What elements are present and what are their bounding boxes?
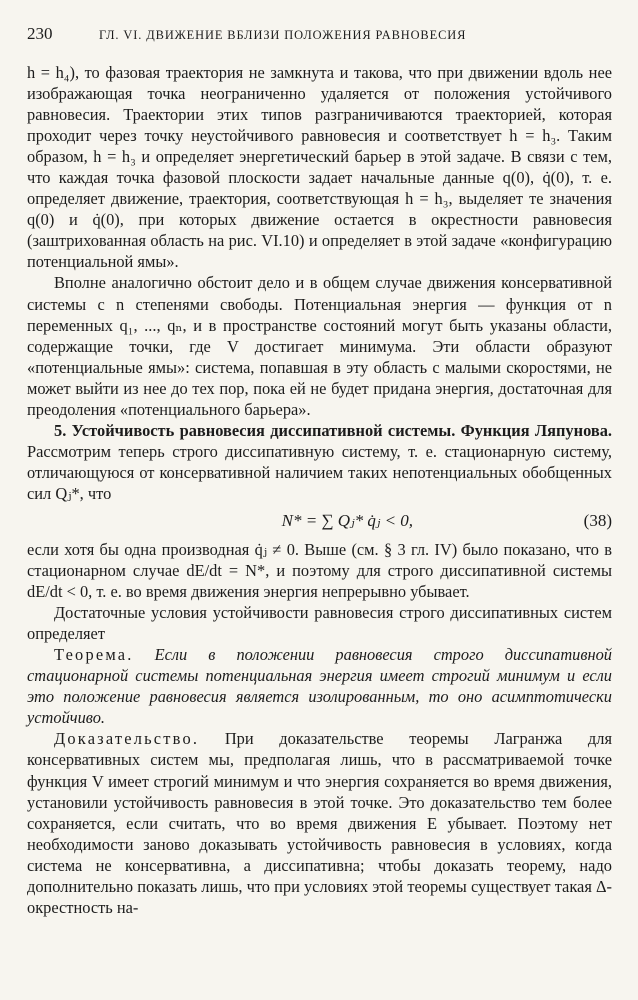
paragraph-phase-trajectory: h = h₄), то фазовая траектория не замкнута и такова, что при движении вдоль нее изображающая точка неограниченно удаляется от положения устойчивого равновесия. Траектории этих типов разграничиваются траекторией, которая проходит через точку неустойчивого равновесия и соответствует h = h₃. Таким образом, h = h₃ и определяет энергетический барьер в этой задаче. В связи с тем, что каждая точка фазовой плоскости задает начальные данные q(0), q̇(0), т. е. определяет движение, траектория, соответствующая h = h₃, выделяет те значения q(0) и q̇(0), при которых движение остается в окрестности равновесия (заштрихованная область на рис. VI.10) и определяет в этой задаче «конфигурацию потенциальной ямы». (27, 63, 612, 272)
page-header (27, 24, 612, 62)
running-head: ГЛ. VI. ДВИЖЕНИЕ ВБЛИЗИ ПОЛОЖЕНИЯ РАВНОВЕСИЯ (99, 28, 467, 42)
theorem-statement: Если в положении равновесия строго диссипативной стационарной системы потенциальная энергия имеет строгий минимум и если это положение равновесия является изолированным, то оно асимптотически устойчиво. (27, 645, 612, 728)
equation-38 (27, 504, 612, 539)
proof-label: Доказательство. (54, 729, 200, 749)
theorem-block (27, 644, 612, 728)
equation-expression: N* = ∑ Qⱼ* q̇ⱼ < 0, (281, 511, 414, 531)
paragraph-lyapunov-section (27, 420, 612, 504)
page-number: 230 (27, 24, 53, 43)
theorem-label: Теорема. (54, 645, 134, 665)
proof-text: При доказательстве теоремы Лагранжа для консервативных систем мы, предполагая лишь, что в рассматриваемой точке функция V имеет строгий минимум и что энергия сохраняется во время движения, установили устойчивость равновесия в этой точке. Это доказательство тем более сохраняется, если считать, что во время движения E убывает. Поэтому нет необходимости заново доказывать устойчивость равновесия в условиях, когда система не консервативна, а диссипативна; чтобы доказать теорему, надо дополнительно показать лишь, что при условиях этой теоремы существует такая Δ-окрестность на- (27, 729, 612, 917)
proof-block (27, 728, 612, 917)
paragraph-energy-decrease: если хотя бы одна производная q̇ⱼ ≠ 0. Выше (см. § 3 гл. IV) было показано, что в стационарном случае dE/dt = N*, и поэтому для строго диссипативной системы dE/dt < 0, т. е. во время движения энергия непрерывно убывает. (27, 539, 612, 602)
section-heading: 5. Устойчивость равновесия диссипативной системы. Функция Ляпунова. (54, 420, 612, 440)
section-intro-text: Рассмотрим теперь строго диссипативную систему, т. е. стационарную систему, отличающуюся от консервативной наличием таких непотенциальных обобщенных сил Qⱼ*, что (27, 441, 612, 503)
equation-number: (38) (583, 511, 612, 531)
paragraph-sufficient-conditions: Достаточные условия устойчивости равновесия строго диссипативных систем определяет (27, 603, 612, 644)
paragraph-potential-wells: Вполне аналогично обстоит дело и в общем случае движения консервативной системы с n степенями свободы. Потенциальная энергия — функция от n переменных q₁, ..., qₙ, и в пространстве состояний могут быть указаны области, содержащие точки, где V достигает минимума. Эти области образуют «потенциальные ямы»: система, попавшая в эту область с малыми скоростями, не может выйти из нее до тех пор, пока ей не будет придана энергия, достаточная для преодоления «потенциального барьера». (27, 273, 612, 419)
